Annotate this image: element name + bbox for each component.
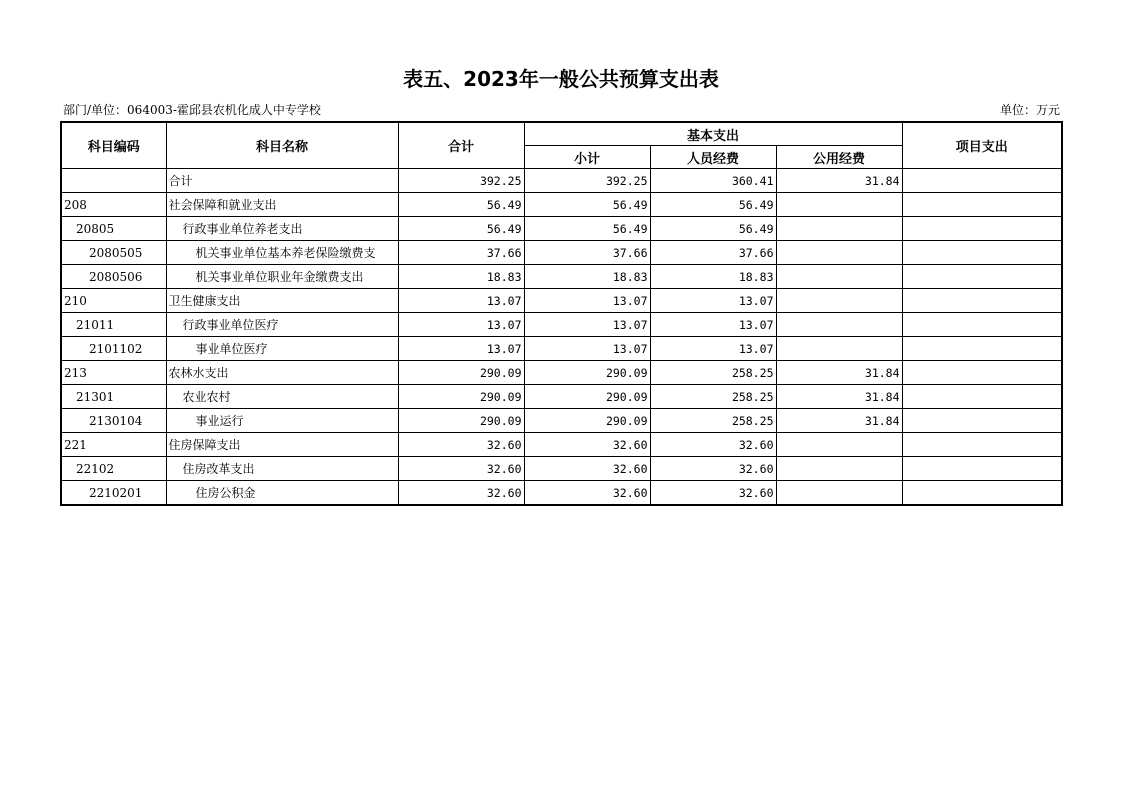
row-personnel: 32.60: [650, 457, 776, 481]
row-public: [776, 481, 902, 506]
row-personnel: 32.60: [650, 481, 776, 506]
row-personnel: 56.49: [650, 217, 776, 241]
row-project: [902, 193, 1062, 217]
header-name: 科目名称: [166, 122, 398, 169]
row-subtotal: 56.49: [524, 217, 650, 241]
row-project: [902, 361, 1062, 385]
table-row: [61, 169, 1062, 193]
row-public: [776, 217, 902, 241]
row-code: 2101102: [61, 337, 166, 361]
row-public: [776, 457, 902, 481]
department-label: 部门/单位：064003-霍邱县农机化成人中专学校: [63, 103, 321, 117]
row-project: [902, 289, 1062, 313]
row-personnel: 13.07: [650, 289, 776, 313]
row-total: 56.49: [398, 217, 524, 241]
row-subtotal: 18.83: [524, 265, 650, 289]
row-name: 机关事业单位基本养老保险缴费支: [166, 241, 398, 265]
row-name: 机关事业单位职业年金缴费支出: [166, 265, 398, 289]
row-code: 221: [61, 433, 166, 457]
row-project: [902, 385, 1062, 409]
row-total: 32.60: [398, 481, 524, 506]
row-code: 2130104: [61, 409, 166, 433]
row-project: [902, 169, 1062, 193]
row-public: 31.84: [776, 385, 902, 409]
row-total: 37.66: [398, 241, 524, 265]
row-public: [776, 265, 902, 289]
table-row: [61, 457, 1062, 481]
row-project: [902, 241, 1062, 265]
row-project: [902, 433, 1062, 457]
table-row: [61, 193, 1062, 217]
row-personnel: 360.41: [650, 169, 776, 193]
row-code: 210: [61, 289, 166, 313]
row-name: 事业单位医疗: [166, 337, 398, 361]
row-code: 21011: [61, 313, 166, 337]
table-row: [61, 289, 1062, 313]
budget-table: [60, 121, 1063, 506]
row-personnel: 258.25: [650, 361, 776, 385]
table-row: [61, 337, 1062, 361]
row-personnel: 258.25: [650, 385, 776, 409]
row-public: 31.84: [776, 409, 902, 433]
table-row: [61, 241, 1062, 265]
row-total: 56.49: [398, 193, 524, 217]
header-personnel: 人员经费: [650, 146, 776, 169]
row-name: 社会保障和就业支出: [166, 193, 398, 217]
row-personnel: 56.49: [650, 193, 776, 217]
page-title: 表五、2023年一般公共预算支出表: [403, 67, 719, 91]
row-name: 事业运行: [166, 409, 398, 433]
row-subtotal: 56.49: [524, 193, 650, 217]
row-name: 行政事业单位养老支出: [166, 217, 398, 241]
row-public: 31.84: [776, 169, 902, 193]
row-code: 2080506: [61, 265, 166, 289]
row-subtotal: 32.60: [524, 457, 650, 481]
row-total: 290.09: [398, 361, 524, 385]
row-subtotal: 37.66: [524, 241, 650, 265]
table-row: [61, 481, 1062, 506]
row-public: 31.84: [776, 361, 902, 385]
row-total: 13.07: [398, 313, 524, 337]
header-total: 合计: [398, 122, 524, 169]
row-total: 290.09: [398, 385, 524, 409]
row-name: 农林水支出: [166, 361, 398, 385]
table-row: [61, 361, 1062, 385]
row-public: [776, 433, 902, 457]
table-row: [61, 265, 1062, 289]
header-subtotal: 小计: [524, 146, 650, 169]
row-subtotal: 13.07: [524, 313, 650, 337]
row-code: 208: [61, 193, 166, 217]
table-row: [61, 433, 1062, 457]
row-name: 住房保障支出: [166, 433, 398, 457]
row-name: 合计: [166, 169, 398, 193]
row-code: [61, 169, 166, 193]
row-subtotal: 290.09: [524, 409, 650, 433]
row-subtotal: 32.60: [524, 433, 650, 457]
row-project: [902, 481, 1062, 506]
table-row: [61, 385, 1062, 409]
row-name: 卫生健康支出: [166, 289, 398, 313]
row-personnel: 32.60: [650, 433, 776, 457]
row-subtotal: 290.09: [524, 385, 650, 409]
row-public: [776, 193, 902, 217]
row-total: 18.83: [398, 265, 524, 289]
unit-label: 单位：万元: [999, 103, 1060, 117]
row-name: 行政事业单位医疗: [166, 313, 398, 337]
row-subtotal: 290.09: [524, 361, 650, 385]
header-basic: 基本支出: [524, 122, 902, 146]
row-personnel: 13.07: [650, 337, 776, 361]
row-name: 农业农村: [166, 385, 398, 409]
row-name: 住房公积金: [166, 481, 398, 506]
row-code: 2210201: [61, 481, 166, 506]
table-row: [61, 217, 1062, 241]
table-row: [61, 409, 1062, 433]
row-project: [902, 313, 1062, 337]
row-code: 21301: [61, 385, 166, 409]
row-subtotal: 392.25: [524, 169, 650, 193]
row-public: [776, 241, 902, 265]
header-code: 科目编码: [61, 122, 166, 169]
row-personnel: 13.07: [650, 313, 776, 337]
row-personnel: 37.66: [650, 241, 776, 265]
row-total: 290.09: [398, 409, 524, 433]
row-public: [776, 337, 902, 361]
row-project: [902, 337, 1062, 361]
row-code: 22102: [61, 457, 166, 481]
row-code: 213: [61, 361, 166, 385]
row-name: 住房改革支出: [166, 457, 398, 481]
row-total: 392.25: [398, 169, 524, 193]
row-project: [902, 217, 1062, 241]
row-subtotal: 13.07: [524, 337, 650, 361]
row-subtotal: 13.07: [524, 289, 650, 313]
row-project: [902, 457, 1062, 481]
row-project: [902, 265, 1062, 289]
row-total: 32.60: [398, 433, 524, 457]
row-code: 20805: [61, 217, 166, 241]
row-subtotal: 32.60: [524, 481, 650, 506]
row-code: 2080505: [61, 241, 166, 265]
row-total: 32.60: [398, 457, 524, 481]
row-personnel: 258.25: [650, 409, 776, 433]
row-personnel: 18.83: [650, 265, 776, 289]
row-total: 13.07: [398, 337, 524, 361]
row-public: [776, 313, 902, 337]
header-project: 项目支出: [902, 122, 1062, 169]
header-public: 公用经费: [776, 146, 902, 169]
table-row: [61, 313, 1062, 337]
row-total: 13.07: [398, 289, 524, 313]
row-project: [902, 409, 1062, 433]
row-public: [776, 289, 902, 313]
